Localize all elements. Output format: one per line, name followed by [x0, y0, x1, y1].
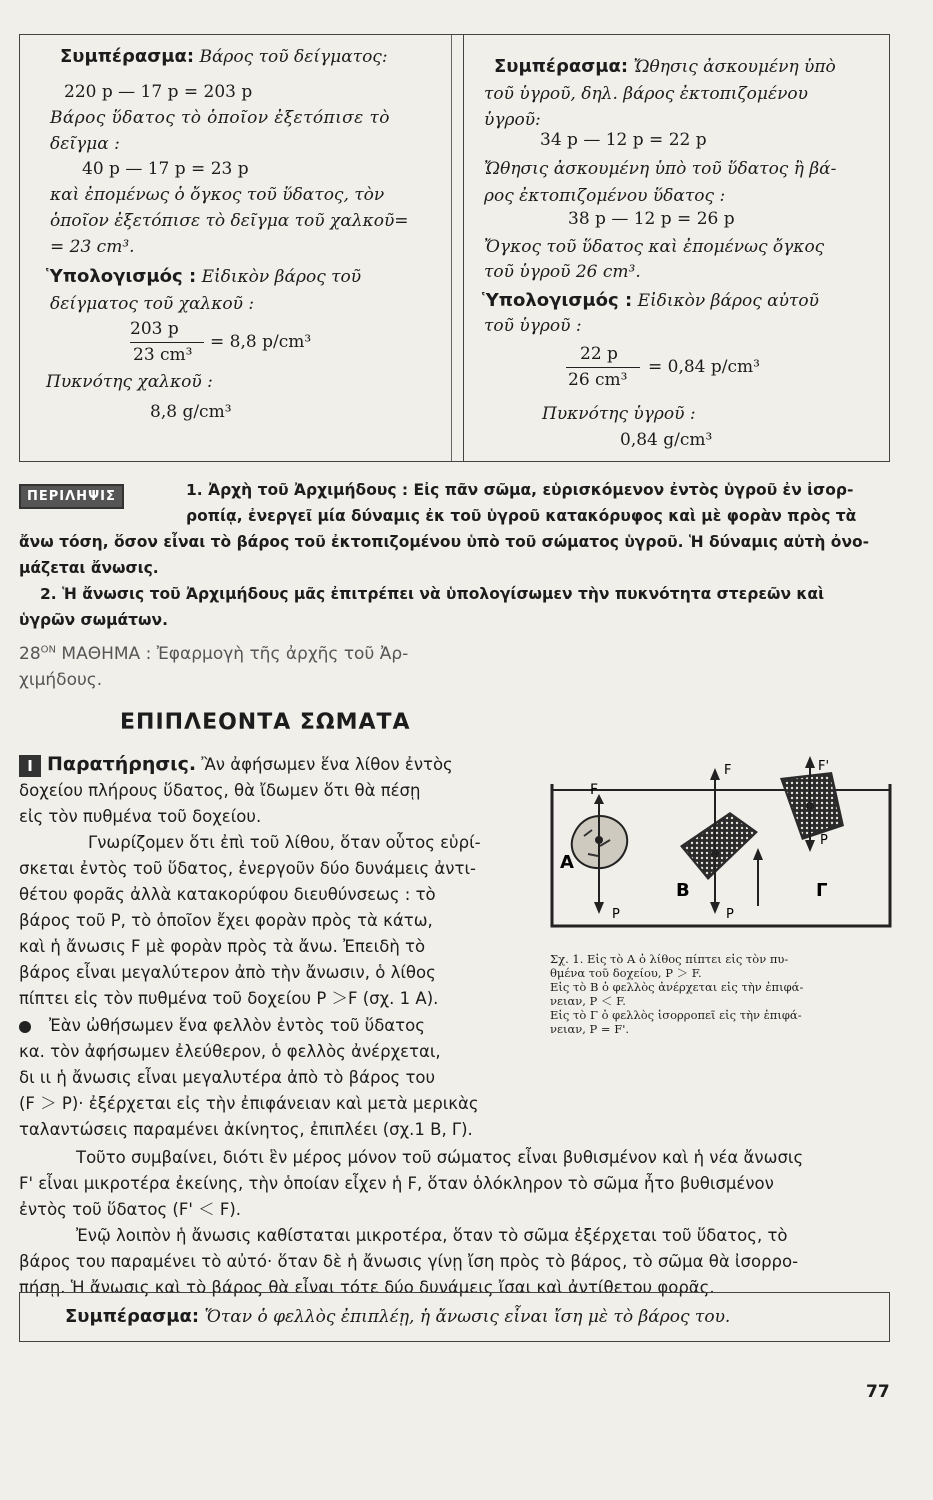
right-calc-rest: Εἰδικὸν βάρος αὐτοῦ — [637, 291, 819, 311]
left-l3: δεῖγμα : — [50, 134, 120, 154]
left-box-title: Συμπέρασμα: — [60, 46, 195, 67]
summary-p2a: 2. Ἡ ἄνωσις τοῦ Ἀρχιμήδους μᾶς ἐπιτρέπει νὰ ὑπολογίσωμεν τὴν πυκνότητα στερεῶν καὶ — [40, 585, 825, 603]
bullet-icon — [19, 1021, 31, 1033]
arrow-p-b-head — [710, 902, 720, 914]
box-divider-2 — [451, 35, 452, 461]
observation-l20: βάρος του παραμένει τὸ αὐτό· ὅταν δὲ ἡ ἄνωσις γίνῃ ἴση πρὸς τὸ βάρος, τὸ σῶμα θὰ ἰσορρο- — [19, 1252, 799, 1271]
right-l4: Ὤθησις ἀσκουμένη ὑπὸ τοῦ ὕδατος ἢ βά- — [484, 159, 837, 179]
right-box-title: Συμπέρασμα: — [494, 56, 629, 77]
label-g: Γ — [816, 880, 828, 901]
right-l7: Ὄγκος τοῦ ὕδατος καὶ ἐπομένως ὄγκος — [484, 237, 825, 257]
observation-l17: F' εἶναι μικροτέρα ἐκείνης, τὴν ὁποίαν εἶχεν ἡ F, ὅταν ὁλόκληρον τὸ σῶμα ἦτο βυθισμένον — [19, 1174, 774, 1193]
summary-p1a: 1. Ἀρχὴ τοῦ Ἀρχιμήδους : Εἰς πᾶν σῶμα, εὑρισκόμενον ἐντὸς ὑγροῦ ἐν ἰσορ- — [186, 481, 854, 499]
left-box-title-rest: Βάρος τοῦ δείγματος: — [199, 47, 388, 67]
right-box-title-rest: Ὤθησις ἀσκουμένη ὑπὸ — [633, 57, 836, 77]
left-frac-den: 23 cm³ — [133, 345, 193, 365]
observation-l3: εἰς τὸν πυθμένα τοῦ δοχείου. — [19, 807, 262, 826]
lesson-number: 28 — [19, 644, 41, 664]
left-l9: Πυκνότης χαλκοῦ : — [46, 372, 213, 392]
right-l5: ρος ἐκτοπιζομένου ὕδατος : — [484, 186, 726, 206]
lesson-line2: χιμήδους. — [19, 670, 103, 690]
summary-p2b: ὑγρῶν σωμάτων. — [19, 611, 168, 629]
caption-5: Εἰς τὸ Γ ὁ φελλὸς ἰσορροπεῖ εἰς τὴν ἐπιφά- — [550, 1008, 802, 1022]
observation-l1: Ἂν ἀφήσωμεν ἕνα λίθον ἐντὸς — [201, 755, 453, 774]
observation-l14: (F ＞ P)· ἐξέρχεται εἰς τὴν ἐπιφάνειαν καὶ μετὰ μερικὰς — [19, 1094, 479, 1113]
summary-p1d: μάζεται ἄνωσις. — [19, 559, 159, 577]
right-frac-res: = 0,84 p/cm³ — [648, 357, 760, 377]
right-l10: Πυκνότης ὑγροῦ : — [542, 404, 696, 424]
left-l2: Βάρος ὕδατος τὸ ὁποῖον ἐξετόπισε τὸ — [50, 108, 390, 128]
right-l2: ὑγροῦ: — [484, 110, 541, 130]
lesson-line1: ΜΑΘΗΜΑ : Ἐφαρμογὴ τῆς ἀρχῆς τοῦ Ἀρ- — [61, 644, 409, 664]
right-l9: τοῦ ὑγροῦ : — [484, 316, 582, 336]
lesson-heading — [19, 644, 408, 664]
section-title: ΕΠΙΠΛΕΟΝΤΑ ΣΩΜΑΤΑ — [120, 710, 411, 735]
observation-l2: δοχείου πλήρους ὕδατος, θὰ ἴδωμεν ὅτι θὰ πέσῃ — [19, 781, 421, 800]
caption-1: Σχ. 1. Εἰς τὸ A ὁ λίθος πίπτει εἰς τὸν πυ- — [550, 952, 789, 966]
observation-l9: βάρος εἶναι μεγαλύτερον ἀπὸ τὴν ἄνωσιν, ὁ λίθος — [19, 963, 436, 982]
arrow-p-a-head — [594, 902, 604, 914]
observation-l11: Ἐὰν ὠθήσωμεν ἕνα φελλὸν ἐντὸς τοῦ ὕδατος — [49, 1016, 425, 1035]
right-frac-num: 22 p — [580, 344, 618, 364]
label-p-a: P — [612, 907, 620, 922]
left-l1: 220 p — 17 p = 203 p — [64, 82, 253, 102]
figure-1 — [540, 756, 900, 936]
observation-l13: δι ɩι ἡ ἄνωσις εἶναι μεγαλυτέρα ἀπὸ τὸ βάρος του — [19, 1068, 436, 1087]
left-l7: = 23 cm³. — [50, 237, 135, 257]
observation-l21: πήσῃ. Ἡ ἄνωσις καὶ τὸ βάρος θὰ εἶναι τότε δύο δυνάμεις ἴσαι καὶ ἀντίθετου φορᾶς. — [19, 1278, 715, 1297]
lesson-sup: ΟΝ — [40, 644, 56, 656]
left-frac-num: 203 p — [130, 319, 179, 339]
label-p-g: P — [820, 833, 828, 848]
arrow-f-b-head — [710, 768, 720, 780]
right-calc-title: Ὑπολογισμός : — [482, 290, 633, 311]
observation-title: Παρατήρησις. — [47, 753, 197, 775]
right-l3: 34 p — 12 p = 22 p — [540, 130, 707, 150]
arrow-p-g-head — [805, 840, 815, 852]
label-f-a: F — [590, 782, 599, 798]
box-divider — [463, 35, 464, 461]
caption-4: νειαν, P ＜ F. — [550, 994, 626, 1008]
caption-2: θμένα τοῦ δοχείου, P ＞ F. — [550, 966, 702, 980]
summary-p1c: ἄνω τόση, ὅσον εἶναι τὸ βάρος τοῦ ἐκτοπιζομένου ὑπὸ τοῦ σώματος ὑγροῦ. Ἡ δύναμις αὐτὴ ὀνο- — [19, 533, 870, 551]
conclusion-title: Συμπέρασμα: — [65, 1306, 200, 1327]
observation-l8: καὶ ἡ ἄνωσις F μὲ φορὰν πρὸς τὰ ἄνω. Ἐπειδὴ τὸ — [19, 937, 426, 956]
observation-number: I — [19, 755, 41, 777]
conclusion-box — [19, 1292, 890, 1342]
left-l8: δείγματος τοῦ χαλκοῦ : — [50, 294, 255, 314]
observation-l12: κα. τὸν ἀφήσωμεν ἐλεύθερον, ὁ φελλὸς ἀνέρχεται, — [19, 1042, 441, 1061]
left-frac-res: = 8,8 p/cm³ — [210, 332, 312, 352]
observation-l4: Γνωρίζομεν ὅτι ἐπὶ τοῦ λίθου, ὅταν οὗτος εὑρί- — [88, 833, 481, 852]
observation-l5: σκεται ἐντὸς τοῦ ὕδατος, ἐνεργοῦν δύο δυνάμεις ἀντι- — [19, 859, 476, 878]
left-l6: ὁποῖον ἐξετόπισε τὸ δεῖγμα τοῦ χαλκοῦ= — [50, 211, 409, 231]
right-l8: τοῦ ὑγροῦ 26 cm³. — [484, 262, 641, 282]
left-l10: 8,8 g/cm³ — [150, 402, 232, 422]
observation-l19: Ἐνῷ λοιπὸν ἡ ἄνωσις καθίσταται μικροτέρα, ὅταν τὸ σῶμα ἐξέρχεται τοῦ ὕδατος, τὸ — [76, 1226, 788, 1245]
summary-badge: ΠΕΡΙΛΗΨΙΣ — [19, 484, 124, 509]
observation-l10: πίπτει εἰς τὸν πυθμένα τοῦ δοχείου P ＞F (σχ. 1 A). — [19, 989, 439, 1008]
observation-l16: Τοῦτο συμβαίνει, διότι ἓν μέρος μόνον τοῦ σώματος εἶναι βυθισμένον καὶ ἡ νέα ἄνωσις — [76, 1148, 804, 1167]
right-l11: 0,84 g/cm³ — [620, 430, 713, 450]
right-l6: 38 p — 12 p = 26 p — [568, 209, 735, 229]
left-calc-title: Ὑπολογισμός : — [46, 266, 197, 287]
right-frac-den: 26 cm³ — [568, 370, 628, 390]
label-f2-g: F' — [818, 759, 830, 774]
label-a: A — [560, 852, 574, 873]
caption-6: νειαν, P = F'. — [550, 1022, 630, 1036]
label-f-b: F — [724, 763, 732, 778]
left-l4: 40 p — 17 p = 23 p — [82, 159, 249, 179]
left-l5: καὶ ἐπομένως ὁ ὄγκος τοῦ ὕδατος, τὸν — [50, 185, 385, 205]
page-number: 77 — [866, 1382, 890, 1402]
right-l1: τοῦ ὑγροῦ, δηλ. βάρος ἐκτοπιζομένου — [484, 84, 808, 104]
observation-l18: ἐντὸς τοῦ ὕδατος (F' ＜ F). — [19, 1200, 242, 1219]
label-b: B — [676, 880, 690, 901]
observation-l7: βάρος τοῦ P, τὸ ὁποῖον ἔχει φορὰν πρὸς τὰ κάτω, — [19, 911, 433, 930]
summary-p1b: ροπίᾳ, ἐνεργεῖ μία δύναμις ἐκ τοῦ ὑγροῦ κατακόρυφος καὶ μὲ φορὰν πρὸς τὰ — [186, 507, 857, 525]
observation-l15: ταλαντώσεις παραμένει ἀκίνητος, ἐπιπλέει (σχ.1 B, Γ). — [19, 1120, 473, 1139]
conclusion-text: Ὅταν ὁ φελλὸς ἐπιπλέῃ, ἡ ἄνωσις εἶναι ἴση μὲ τὸ βάρος του. — [204, 1307, 731, 1327]
label-p-b: P — [726, 907, 734, 922]
left-calc-rest: Εἰδικὸν βάρος τοῦ — [201, 267, 362, 287]
caption-3: Εἰς τὸ B ὁ φελλὸς ἀνέρχεται εἰς τὴν ἐπιφά- — [550, 980, 804, 994]
arrow-rise-head — [753, 848, 763, 860]
arrow-f2-g-head — [805, 756, 815, 768]
observation-l6: θέτου φορᾶς ἀλλὰ κατακορύφου διευθύνσεως : τὸ — [19, 885, 436, 904]
